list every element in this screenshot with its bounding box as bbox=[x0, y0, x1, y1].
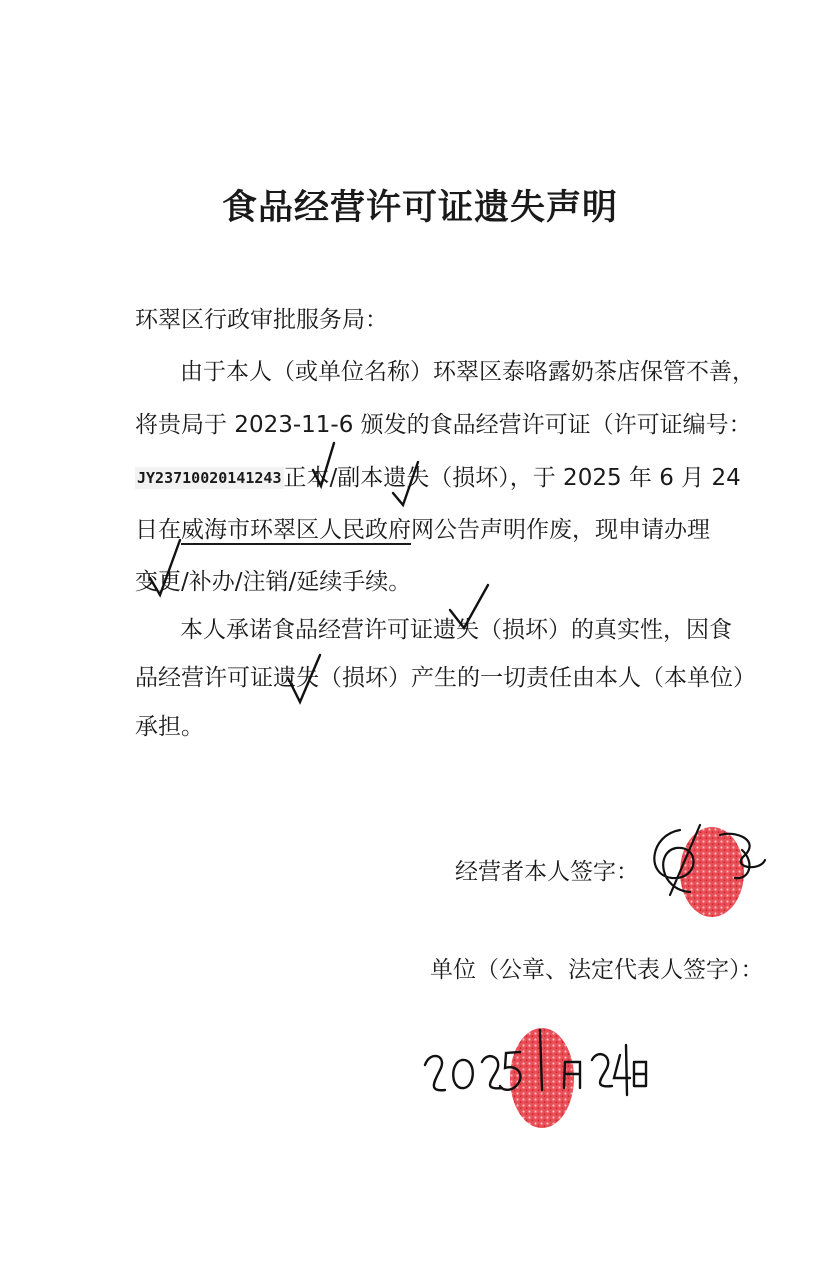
document-title: 食品经营许可证遗失声明 bbox=[221, 188, 618, 228]
paragraph2-line1: 本人承诺食品经营许可证遗失（损坏）的真实性，因食 bbox=[180, 617, 732, 643]
paragraph1-line5: 变更/补办/注销/延续手续。 bbox=[135, 569, 412, 595]
line4-prefix: 日在 bbox=[135, 517, 181, 543]
paragraph1-line3 bbox=[135, 463, 741, 493]
operator-signature-label: 经营者本人签字： bbox=[455, 859, 639, 885]
fingerprint-operator bbox=[680, 827, 744, 917]
paragraph1-line3-text: 正本/副本遗失（损坏），于 2025 年 6 月 24 bbox=[283, 465, 741, 491]
paragraph1-line4 bbox=[135, 515, 710, 545]
announcement-site: 威海市环翠区人民政府 bbox=[181, 517, 411, 543]
paragraph2-line3: 承担。 bbox=[135, 714, 204, 740]
permit-number: JY23710020141243 bbox=[137, 469, 282, 487]
addressee: 环翠区行政审批服务局： bbox=[135, 307, 388, 333]
unit-signature-label: 单位（公章、法定代表人签字）： bbox=[430, 957, 764, 983]
operator-signature-scribble bbox=[654, 825, 765, 895]
paragraph1-line1: 由于本人（或单位名称）环翠区泰咯露奶茶店保管不善， bbox=[180, 359, 755, 385]
paragraph2-line2: 品经营许可证遗失（损坏）产生的一切责任由本人（本单位） bbox=[135, 665, 756, 691]
line4-suffix: 网公告声明作废，现申请办理 bbox=[411, 517, 710, 543]
fingerprint-date bbox=[510, 1028, 574, 1128]
handwritten-date bbox=[425, 1030, 646, 1095]
paragraph1-line2: 将贵局于 2023-11-6 颁发的食品经营许可证（许可证编号： bbox=[135, 412, 752, 438]
